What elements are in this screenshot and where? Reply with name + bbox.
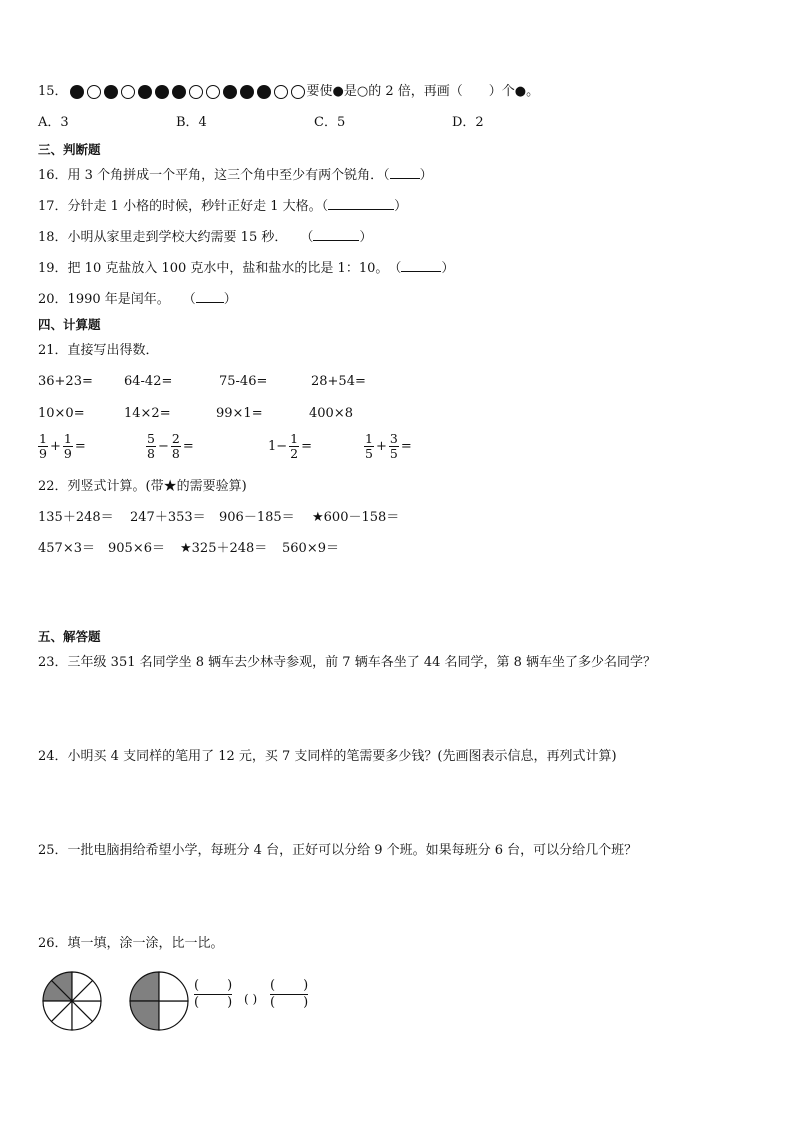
q19-text: 19．把 10 克盐放入 100 克水中，盐和盐水的比是 1：10。 （ (38, 261, 402, 276)
question-26: 26．填一填，涂一涂，比一比。 (38, 936, 224, 951)
question-25: 25．一批电脑捐给希望小学，每班分 4 台，正好可以分给 9 个班。如果每班分 6 台，可以分给几个班？ (38, 843, 638, 858)
fraction: $\frac{2}{8}$ (171, 431, 180, 461)
q22-item: 247＋353＝ (130, 510, 206, 525)
q22-title: 22．列竖式计算。(带★的需要验算) (38, 479, 247, 494)
circle-quarters[interactable] (128, 970, 192, 1032)
q15-option-b[interactable]: B．4 (176, 115, 207, 130)
fraction: $\frac{3}{5}$ (389, 431, 398, 461)
section-4-heading: 四、计算题 (38, 317, 101, 332)
q21-item: 64-42= (124, 374, 173, 389)
black-dot-icon (240, 85, 254, 99)
q21-item: 14×2= (124, 406, 171, 421)
black-dot-icon (155, 85, 169, 99)
fraction: $\frac{5}{8}$ (147, 431, 155, 461)
black-dot-icon (138, 85, 152, 99)
q17-answer-blank[interactable] (328, 197, 394, 210)
q16-close: ） (419, 168, 433, 183)
question-19 (38, 259, 454, 278)
q21-fraction-expr: $\frac{5}{8}$ − $\frac{2}{8}$ = (147, 431, 194, 461)
white-dot-icon (274, 85, 288, 99)
q21-fraction-expr: $\frac{1}{9}$ + $\frac{1}{9}$ = (39, 431, 86, 461)
question-15 (38, 83, 539, 101)
question-24: 24．小明买 4 支同样的笔用了 12 元，买 7 支同样的笔需要多少钱？(先画图表示信息，再列式计算) (38, 749, 617, 764)
white-dot-icon (291, 85, 305, 99)
question-17 (38, 197, 407, 216)
shaded-sector[interactable] (130, 1001, 159, 1030)
q21-item: 400×8 (309, 406, 353, 421)
q18-text: 18．小明从家里走到学校大约需要 15 秒． （ (38, 230, 314, 245)
q21-item: 10×0= (38, 406, 85, 421)
white-dot-icon (121, 85, 135, 99)
black-dot-icon (257, 85, 271, 99)
q15-dot-sequence (70, 85, 305, 99)
q18-close: ） (359, 230, 373, 245)
fraction: $\frac{1}{9}$ (63, 431, 72, 461)
q16-text: 16．用 3 个角拼成一个平角，这三个角中至少有两个锐角．（ (38, 168, 390, 183)
sector[interactable] (159, 972, 188, 1001)
section-5-heading: 五、解答题 (38, 629, 101, 644)
shaded-sector[interactable] (130, 972, 159, 1001)
compare-blank[interactable]: ( ) (244, 992, 258, 1006)
q21-item: 28+54= (311, 374, 366, 389)
question-23: 23．三年级 351 名同学坐 8 辆车去少林寺参观，前 7 辆车各坐了 44 名同学，第 8 辆车坐了多少名同学？ (38, 655, 657, 670)
q22-item: 560×9＝ (282, 541, 339, 556)
q21-fraction-expr: $\frac{1}{5}$ + $\frac{3}{5}$ = (365, 431, 412, 461)
section-3-heading: 三、判断题 (38, 142, 101, 157)
q17-text: 17．分针走 1 小格的时候，秒针正好走 1 大格。（ (38, 199, 329, 214)
question-18 (38, 228, 372, 247)
q15-number: 15． (38, 84, 68, 99)
q22-item: 906－185＝ (219, 510, 295, 525)
q21-title: 21．直接写出得数． (38, 343, 159, 358)
q15-option-c[interactable]: C．5 (314, 115, 346, 130)
q20-text: 20．1990 年是闰年。 （ (38, 292, 196, 307)
q17-close: ） (394, 199, 408, 214)
q22-item: ★325＋248＝ (180, 541, 268, 556)
black-dot-icon (223, 85, 237, 99)
q22-item: ★600－158＝ (312, 510, 400, 525)
q21-item: 99×1= (216, 406, 263, 421)
q20-answer-blank[interactable] (196, 290, 224, 303)
question-20 (38, 290, 237, 309)
fraction-blank-left[interactable]: ( ) ( ) (194, 978, 233, 1010)
sector[interactable] (159, 1001, 188, 1030)
q18-answer-blank[interactable] (313, 228, 359, 241)
black-dot-icon (172, 85, 186, 99)
q22-item: 135＋248＝ (38, 510, 114, 525)
q21-item: 36+23= (38, 374, 93, 389)
q21-fraction-expr: 1− $\frac{1}{2}$ = (268, 431, 313, 461)
fraction: $\frac{1}{5}$ (365, 431, 373, 461)
white-dot-icon (87, 85, 101, 99)
circle-eighths[interactable] (41, 970, 105, 1032)
fraction: $\frac{1}{2}$ (290, 431, 299, 461)
white-dot-icon (206, 85, 220, 99)
q15-text: 要使●是○的 2 倍，再画（ ）个●。 (306, 84, 540, 99)
fraction-blank-right[interactable]: ( ) ( ) (270, 978, 309, 1010)
q20-close: ） (223, 292, 237, 307)
q15-option-d[interactable]: D．2 (452, 115, 484, 130)
black-dot-icon (70, 85, 84, 99)
fraction: $\frac{1}{9}$ (39, 431, 47, 461)
q21-item: 75-46= (219, 374, 268, 389)
question-16 (38, 166, 433, 185)
q19-close: ） (441, 261, 455, 276)
q22-item: 457×3＝ (38, 541, 95, 556)
q22-item: 905×6＝ (108, 541, 165, 556)
q15-option-a[interactable]: A．3 (38, 115, 69, 130)
q19-answer-blank[interactable] (401, 259, 441, 272)
white-dot-icon (189, 85, 203, 99)
q16-answer-blank[interactable] (390, 166, 420, 179)
black-dot-icon (104, 85, 118, 99)
